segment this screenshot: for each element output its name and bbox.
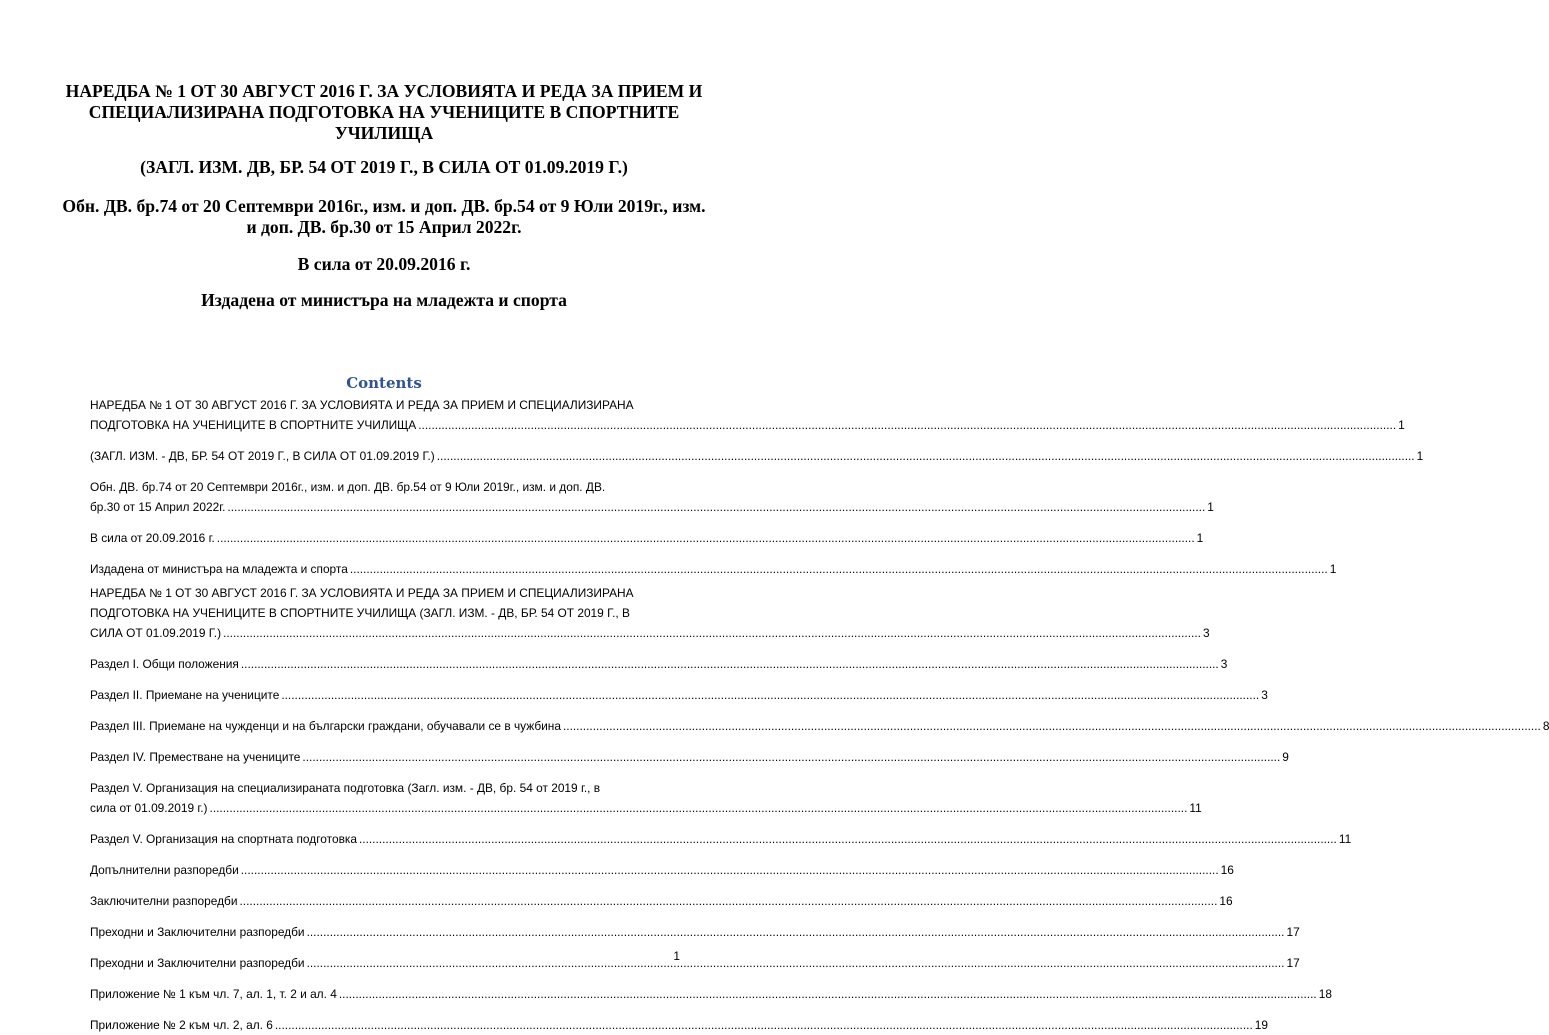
page-number: 1: [673, 949, 680, 963]
toc-entry[interactable]: [90, 528, 1204, 548]
toc-entry-text: СИЛА ОТ 01.09.2019 Г.): [90, 626, 222, 640]
toc-entry-text: Обн. ДВ. бр.74 от 20 Септември 2016г., изм. и доп. ДВ. бр.54 от 9 Юли 2019г., изм. и доп. ДВ.: [90, 480, 606, 494]
toc-entry-text: сила от 01.09.2019 г.): [90, 801, 208, 815]
toc-entry[interactable]: [90, 583, 1210, 643]
toc-page-number: 1: [1196, 531, 1204, 545]
toc-entry[interactable]: [90, 559, 1337, 579]
toc-entry[interactable]: [90, 829, 1352, 849]
toc-leader-dots: [307, 953, 1285, 973]
toc-heading: Contents: [346, 374, 422, 392]
toc-leader-dots: [350, 559, 1328, 579]
toc-page-number: 11: [1338, 832, 1352, 846]
toc-entry[interactable]: [90, 860, 1234, 880]
toc-entry-text: Раздел III. Приемане на чужденци и на български граждани, обучавали се в чужбина: [90, 719, 561, 733]
toc-page-number: 19: [1254, 1018, 1268, 1032]
document-title: НАРЕДБА № 1 ОТ 30 АВГУСТ 2016 Г. ЗА УСЛОВИЯТА И РЕДА ЗА ПРИЕМ И СПЕЦИАЛИЗИРАНА ПОДГОТОВКА НА УЧЕНИЦИТЕ В СПОРТНИТЕ УЧИЛИЩА: [65, 81, 703, 143]
title-amendment: (ЗАГЛ. ИЗМ. ДВ, БР. 54 ОТ 2019 Г., В СИЛА ОТ 01.09.2019 Г.): [140, 157, 628, 177]
toc-leader-dots: [275, 1015, 1253, 1035]
toc-leader-dots: [418, 415, 1396, 435]
in-force-date: В сила от 20.09.2016 г.: [297, 254, 471, 274]
toc-entry-text: НАРЕДБА № 1 ОТ 30 АВГУСТ 2016 Г. ЗА УСЛОВИЯТА И РЕДА ЗА ПРИЕМ И СПЕЦИАЛИЗИРАНА: [90, 586, 634, 600]
toc-entry[interactable]: [90, 778, 1202, 818]
toc-page-number: 16: [1220, 863, 1234, 877]
toc-page-number: 9: [1282, 750, 1289, 764]
toc-page-number: 8: [1542, 719, 1549, 733]
toc-leader-dots: [210, 798, 1188, 818]
toc-page-number: 1: [1329, 562, 1337, 576]
toc-entry-text: Приложение № 2 към чл. 2, ал. 6: [90, 1018, 273, 1032]
toc-leader-dots: [241, 654, 1219, 674]
toc-entry-text: Заключителни разпоредби: [90, 894, 238, 908]
toc-entry-text: Преходни и Заключителни разпоредби: [90, 925, 305, 939]
toc-entry[interactable]: [90, 984, 1332, 1004]
toc-page-number: 3: [1220, 657, 1228, 671]
toc-leader-dots: [307, 922, 1285, 942]
toc-entry[interactable]: [90, 953, 1300, 973]
toc-page-number: 17: [1286, 925, 1300, 939]
toc-entry-text: В сила от 20.09.2016 г.: [90, 531, 215, 545]
toc-page-number: 1: [1398, 418, 1405, 432]
toc-entry[interactable]: [90, 1015, 1268, 1035]
toc-entry-text: Издадена от министъра на младежта и спорта: [90, 562, 348, 576]
publication-info: Обн. ДВ. бр.74 от 20 Септември 2016г., изм. и доп. ДВ. бр.54 от 9 Юли 2019г., изм. и доп. ДВ. бр.30 от 15 Април 2022г.: [62, 196, 706, 237]
toc-entry-text: Раздел II. Приемане на учениците: [90, 688, 280, 702]
toc-leader-dots: [302, 747, 1280, 767]
toc-page-number: 18: [1318, 987, 1332, 1001]
toc-entry-text: Преходни и Заключителни разпоредби: [90, 956, 305, 970]
toc-entry-text: Раздел I. Общи положения: [90, 657, 239, 671]
toc-entry-text: бр.30 от 15 Април 2022г.: [90, 500, 226, 514]
toc-entry[interactable]: [90, 654, 1228, 674]
issuing-authority: Издадена от министъра на младежта и спорта: [201, 290, 567, 310]
toc-page-number: 17: [1286, 956, 1300, 970]
toc-leader-dots: [339, 984, 1317, 1004]
toc-page-number: 3: [1261, 688, 1268, 702]
toc-entry[interactable]: [90, 477, 1214, 517]
toc-leader-dots: [241, 860, 1219, 880]
toc-entry-text: Допълнителни разпоредби: [90, 863, 239, 877]
toc-entry[interactable]: [90, 891, 1233, 911]
toc-entry[interactable]: [90, 922, 1300, 942]
toc-page-number: 3: [1202, 626, 1210, 640]
toc-entry[interactable]: [90, 395, 1405, 435]
toc-entry[interactable]: [90, 446, 1424, 466]
toc-entry-text: Раздел V. Организация на спортната подготовка: [90, 832, 357, 846]
toc-entry-text: (ЗАГЛ. ИЗМ. - ДВ, БР. 54 ОТ 2019 Г., В СИЛА ОТ 01.09.2019 Г.): [90, 449, 435, 463]
toc-entry[interactable]: [90, 685, 1268, 705]
toc-entry-text: Раздел V. Организация на специализираната подготовка (Загл. изм. - ДВ, бр. 54 от 2019 г., в: [90, 781, 601, 795]
toc-leader-dots: [281, 685, 1259, 705]
toc-page-number: 11: [1189, 801, 1202, 815]
table-of-contents: [90, 395, 1549, 1035]
toc-leader-dots: [227, 497, 1205, 517]
toc-leader-dots: [437, 446, 1415, 466]
toc-leader-dots: [240, 891, 1218, 911]
toc-page-number: 16: [1219, 894, 1233, 908]
toc-entry-text: ПОДГОТОВКА НА УЧЕНИЦИТЕ В СПОРТНИТЕ УЧИЛИЩА: [90, 418, 417, 432]
toc-entry-text: ПОДГОТОВКА НА УЧЕНИЦИТЕ В СПОРТНИТЕ УЧИЛИЩА (ЗАГЛ. ИЗМ. - ДВ, БР. 54 ОТ 2019 Г., В: [90, 606, 630, 620]
toc-page-number: 1: [1207, 500, 1214, 514]
toc-entry-text: Раздел IV. Преместване на учениците: [90, 750, 301, 764]
toc-entry-text: Приложение № 1 към чл. 7, ал. 1, т. 2 и ал. 4: [90, 987, 337, 1001]
toc-leader-dots: [223, 623, 1201, 643]
toc-entry[interactable]: [90, 747, 1289, 767]
toc-leader-dots: [563, 716, 1541, 736]
toc-entry-text: НАРЕДБА № 1 ОТ 30 АВГУСТ 2016 Г. ЗА УСЛОВИЯТА И РЕДА ЗА ПРИЕМ И СПЕЦИАЛИЗИРАНА: [90, 398, 634, 412]
toc-page-number: 1: [1416, 449, 1424, 463]
toc-leader-dots: [359, 829, 1337, 849]
toc-entry[interactable]: [90, 716, 1549, 736]
toc-leader-dots: [217, 528, 1195, 548]
